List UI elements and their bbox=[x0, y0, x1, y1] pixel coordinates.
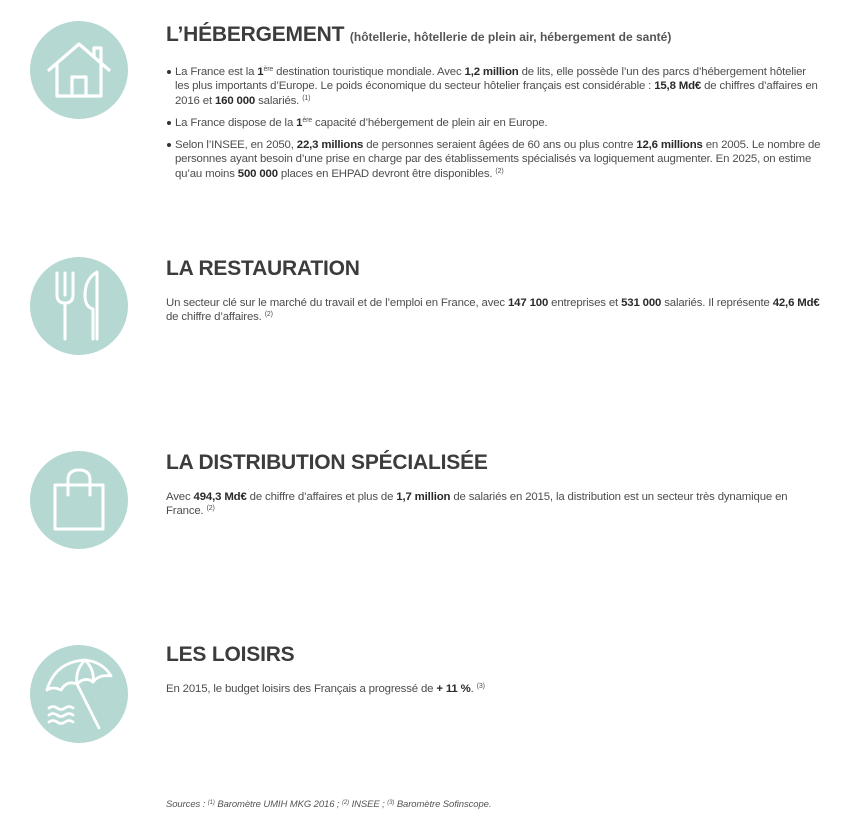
text: La France est la bbox=[175, 66, 258, 78]
text: entreprises et bbox=[548, 297, 622, 309]
distribution-title: LA DISTRIBUTION SPÉCIALISÉE bbox=[166, 451, 488, 474]
superscript: ère bbox=[302, 116, 313, 124]
restauration-text bbox=[166, 296, 822, 325]
footnote-ref: (3) bbox=[476, 683, 485, 690]
text: de salariés en 2015, la distribution est un secteur très dynamique en France. bbox=[166, 491, 788, 518]
superscript: ère bbox=[263, 66, 274, 73]
value: 1,2 million bbox=[464, 66, 519, 78]
value: 147 100 bbox=[508, 297, 549, 309]
text: En 2015, le budget loisirs des Français a progressé de bbox=[166, 683, 437, 695]
value: 15,8 Md€ bbox=[654, 80, 702, 93]
sources-label: Sources : bbox=[166, 799, 208, 810]
fork-knife-icon bbox=[49, 269, 109, 343]
text: . bbox=[470, 683, 474, 695]
sources-footnote bbox=[166, 799, 491, 810]
footnote-ref: (2) bbox=[264, 311, 273, 319]
shopping-bag-icon bbox=[49, 467, 109, 533]
loisirs-title: LES LOISIRS bbox=[166, 643, 295, 666]
text: Un secteur clé sur le marché du travail et de l’emploi en France, avec bbox=[166, 297, 508, 309]
value: 22,3 millions bbox=[296, 139, 364, 152]
value: 500 000 bbox=[237, 167, 278, 180]
footnote-ref: (2) bbox=[206, 505, 215, 513]
hebergement-bullets bbox=[166, 65, 822, 181]
text: en 2005. Le nombre de personnes ayant besoin d’une prise en charge par des établissements spécialisés va logiquement augmenter. En 2025, on estime qu’au moins bbox=[175, 139, 821, 180]
footnote-ref: (1) bbox=[207, 800, 215, 806]
source-2: INSEE ; bbox=[349, 799, 388, 810]
distribution-text bbox=[166, 490, 822, 519]
hebergement-title bbox=[166, 22, 822, 50]
value: 160 000 bbox=[214, 94, 256, 107]
footnote-ref: (2) bbox=[342, 800, 350, 806]
house-icon-circle bbox=[30, 21, 128, 119]
text: salariés. Il représente bbox=[661, 297, 773, 309]
text: de chiffre d’affaires et plus de bbox=[246, 491, 397, 503]
text: Avec bbox=[166, 491, 194, 503]
text: destination touristique mondiale. Avec bbox=[273, 66, 465, 78]
text: Selon l’INSEE, en 2050, bbox=[175, 139, 297, 152]
value: 1 bbox=[257, 66, 264, 78]
hebergement-bullet-2 bbox=[166, 116, 822, 130]
hebergement-bullet-3 bbox=[166, 138, 822, 181]
value: 42,6 Md€ bbox=[772, 297, 820, 309]
text: de lits, elle possède l’un des parcs d’hébergement hôtelier les plus importants d’Europe. Le poids économique du secteur hôtelier français est considérable : bbox=[175, 66, 806, 93]
text: La France dispose de la bbox=[175, 116, 297, 129]
text: de chiffres d’affaires en 2016 et bbox=[175, 80, 818, 107]
value: 494,3 Md€ bbox=[193, 491, 247, 503]
text: capacité d’hébergement de plein air en Europe. bbox=[312, 116, 548, 129]
text: de chiffre d’affaires. bbox=[166, 311, 262, 324]
text: places en EHPAD devront être disponibles. bbox=[277, 167, 493, 180]
beach-umbrella-icon bbox=[41, 656, 117, 732]
hebergement-bullet-1 bbox=[166, 65, 822, 108]
hebergement-title-text: L’HÉBERGEMENT bbox=[166, 23, 345, 46]
footnote-ref: (2) bbox=[495, 167, 504, 175]
value: 12,6 millions bbox=[636, 139, 703, 152]
value: + 11 % bbox=[436, 683, 471, 695]
value: 1 bbox=[296, 116, 303, 129]
text: salariés. bbox=[255, 94, 300, 107]
value: 1,7 million bbox=[396, 491, 451, 503]
loisirs-text bbox=[166, 682, 822, 696]
house-icon bbox=[44, 39, 114, 101]
value: 531 000 bbox=[621, 297, 662, 309]
footnote-ref: (3) bbox=[387, 800, 395, 806]
text: de personnes seraient âgées de 60 ans ou plus contre bbox=[363, 139, 637, 152]
shopping-bag-icon-circle bbox=[30, 451, 128, 549]
footnote-ref: (1) bbox=[302, 94, 311, 102]
source-1: Baromètre UMIH MKG 2016 ; bbox=[214, 799, 343, 810]
hebergement-subtitle: (hôtellerie, hôtellerie de plein air, hébergement de santé) bbox=[349, 30, 672, 44]
source-3: Baromètre Sofinscope. bbox=[394, 799, 492, 810]
beach-umbrella-icon-circle bbox=[30, 645, 128, 743]
restauration-title: LA RESTAURATION bbox=[166, 257, 360, 280]
fork-knife-icon-circle bbox=[30, 257, 128, 355]
